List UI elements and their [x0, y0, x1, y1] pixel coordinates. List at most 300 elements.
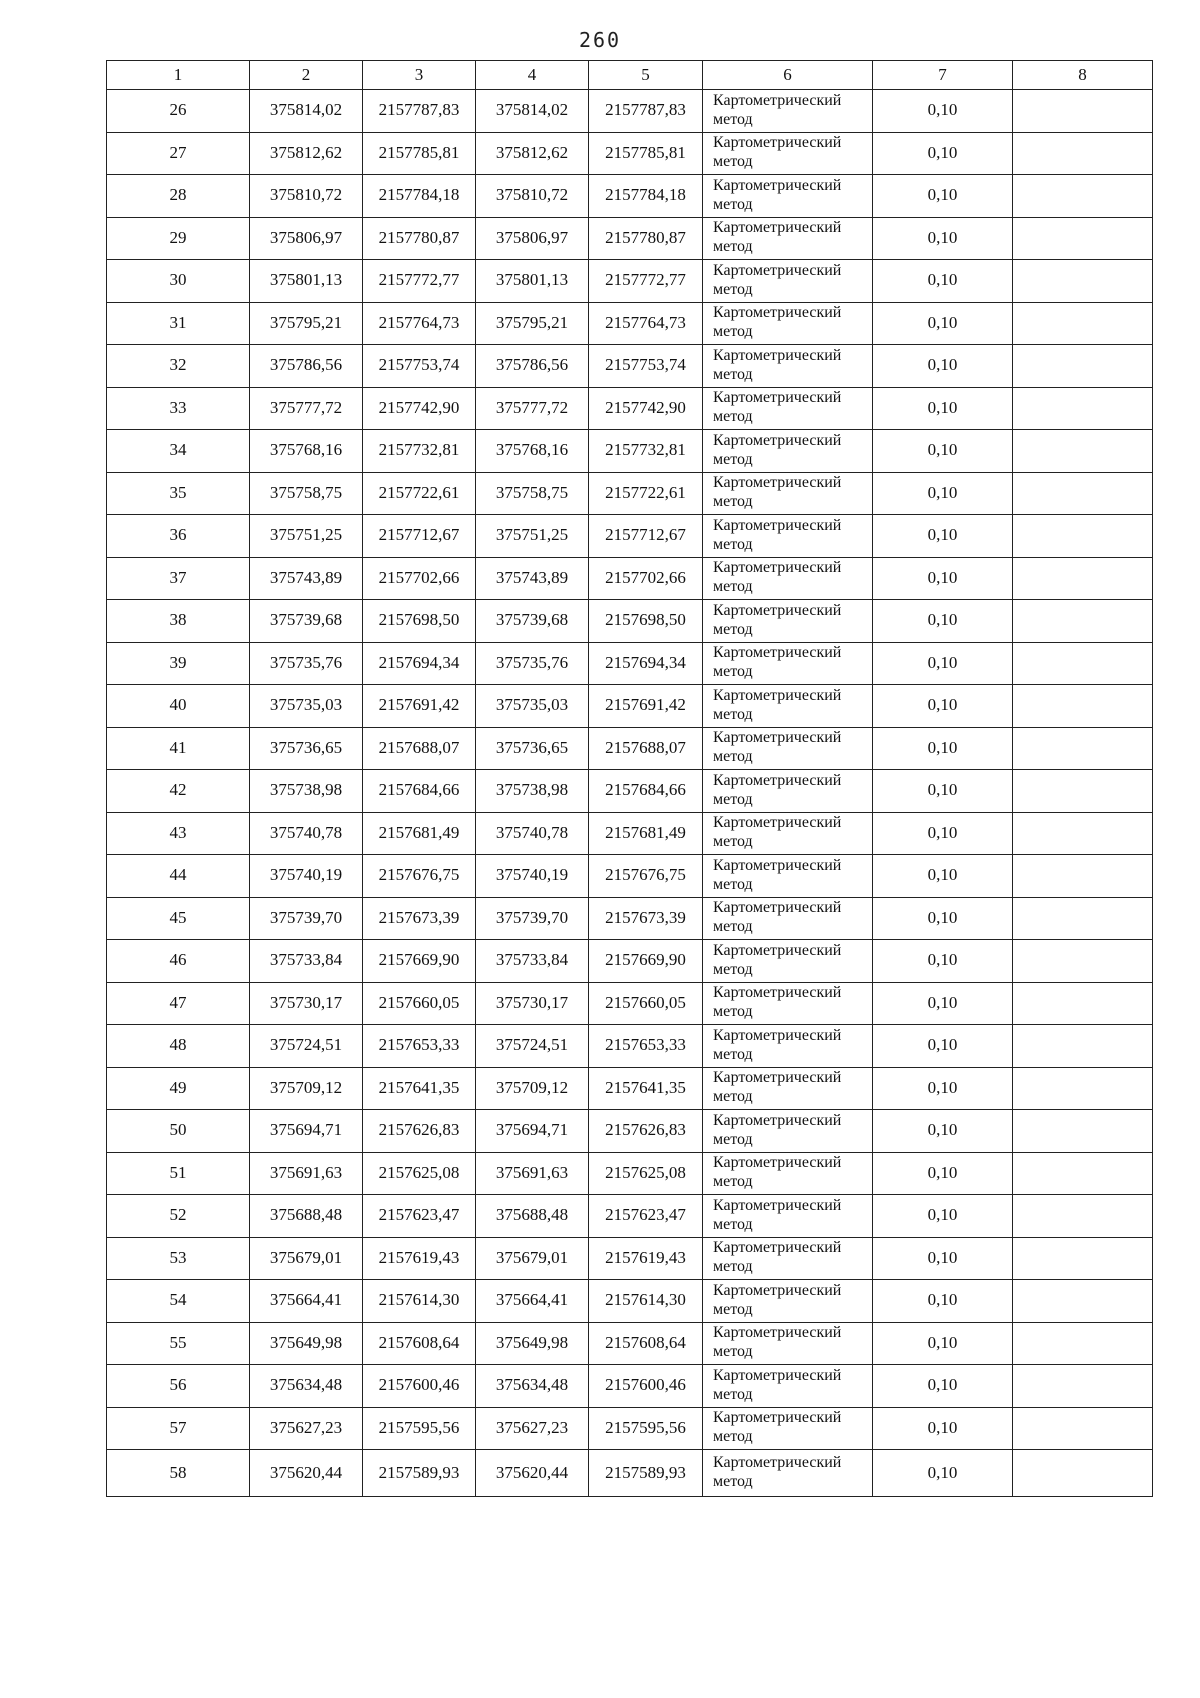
- accuracy-cell: 0,10: [873, 685, 1013, 728]
- note-cell: [1013, 897, 1153, 940]
- y-coord-cell: 2157764,73: [589, 302, 703, 345]
- table-row: [107, 1365, 1153, 1408]
- x-coord-cell: 375777,72: [250, 387, 363, 430]
- table-row: [107, 940, 1153, 983]
- point-number-cell: 54: [107, 1280, 250, 1323]
- y-coord-cell: 2157660,05: [363, 982, 476, 1025]
- method-line-2: метод: [713, 705, 753, 723]
- table-row: [107, 557, 1153, 600]
- note-cell: [1013, 260, 1153, 303]
- note-cell: [1013, 1195, 1153, 1238]
- accuracy-cell: 0,10: [873, 727, 1013, 770]
- note-cell: [1013, 685, 1153, 728]
- note-cell: [1013, 1110, 1153, 1153]
- x-coord-cell: 375679,01: [250, 1237, 363, 1280]
- table-row: [107, 260, 1153, 303]
- method-line-1: Картометрический: [713, 1281, 842, 1299]
- accuracy-cell: 0,10: [873, 1450, 1013, 1497]
- point-number-cell: 42: [107, 770, 250, 813]
- x-coord-cell: 375664,41: [476, 1280, 589, 1323]
- method-cell: [703, 1365, 873, 1408]
- note-cell: [1013, 515, 1153, 558]
- table-row: [107, 1025, 1153, 1068]
- x-coord-cell: 375740,19: [250, 855, 363, 898]
- method-line-2: метод: [713, 790, 753, 808]
- point-number-cell: 51: [107, 1152, 250, 1195]
- y-coord-cell: 2157614,30: [589, 1280, 703, 1323]
- note-cell: [1013, 557, 1153, 600]
- x-coord-cell: 375733,84: [250, 940, 363, 983]
- note-cell: [1013, 600, 1153, 643]
- table-row: [107, 855, 1153, 898]
- x-coord-cell: 375739,68: [476, 600, 589, 643]
- x-coord-cell: 375724,51: [476, 1025, 589, 1068]
- method-line-1: Картометрический: [713, 516, 842, 534]
- method-line-1: Картометрический: [713, 686, 842, 704]
- y-coord-cell: 2157676,75: [363, 855, 476, 898]
- y-coord-cell: 2157785,81: [589, 132, 703, 175]
- y-coord-cell: 2157614,30: [363, 1280, 476, 1323]
- point-number-cell: 45: [107, 897, 250, 940]
- y-coord-cell: 2157673,39: [363, 897, 476, 940]
- note-cell: [1013, 430, 1153, 473]
- point-number-cell: 55: [107, 1322, 250, 1365]
- method-cell: [703, 897, 873, 940]
- table-row: [107, 1450, 1153, 1497]
- accuracy-cell: 0,10: [873, 600, 1013, 643]
- method-line-1: Картометрический: [713, 856, 842, 874]
- accuracy-cell: 0,10: [873, 132, 1013, 175]
- accuracy-cell: 0,10: [873, 430, 1013, 473]
- point-number-cell: 49: [107, 1067, 250, 1110]
- note-cell: [1013, 982, 1153, 1025]
- method-line-1: Картометрический: [713, 91, 842, 109]
- point-number-cell: 43: [107, 812, 250, 855]
- y-coord-cell: 2157626,83: [363, 1110, 476, 1153]
- method-cell: [703, 1280, 873, 1323]
- accuracy-cell: 0,10: [873, 812, 1013, 855]
- note-cell: [1013, 1280, 1153, 1323]
- accuracy-cell: 0,10: [873, 1280, 1013, 1323]
- accuracy-cell: 0,10: [873, 1067, 1013, 1110]
- accuracy-cell: 0,10: [873, 1195, 1013, 1238]
- method-cell: [703, 302, 873, 345]
- method-cell: [703, 260, 873, 303]
- method-line-2: метод: [713, 620, 753, 638]
- table-row: [107, 1152, 1153, 1195]
- x-coord-cell: 375733,84: [476, 940, 589, 983]
- method-line-2: метод: [713, 1300, 753, 1318]
- method-cell: [703, 90, 873, 133]
- y-coord-cell: 2157623,47: [589, 1195, 703, 1238]
- y-coord-cell: 2157694,34: [589, 642, 703, 685]
- y-coord-cell: 2157688,07: [589, 727, 703, 770]
- method-cell: [703, 217, 873, 260]
- method-line-2: метод: [713, 748, 753, 766]
- header-col-4: 4: [476, 61, 589, 90]
- accuracy-cell: 0,10: [873, 302, 1013, 345]
- y-coord-cell: 2157684,66: [363, 770, 476, 813]
- x-coord-cell: 375649,98: [250, 1322, 363, 1365]
- point-number-cell: 57: [107, 1407, 250, 1450]
- x-coord-cell: 375812,62: [476, 132, 589, 175]
- x-coord-cell: 375736,65: [476, 727, 589, 770]
- method-cell: [703, 600, 873, 643]
- y-coord-cell: 2157753,74: [363, 345, 476, 388]
- method-line-2: метод: [713, 493, 753, 511]
- method-line-1: Картометрический: [713, 984, 842, 1002]
- accuracy-cell: 0,10: [873, 345, 1013, 388]
- y-coord-cell: 2157698,50: [363, 600, 476, 643]
- method-cell: [703, 1067, 873, 1110]
- method-cell: [703, 345, 873, 388]
- note-cell: [1013, 90, 1153, 133]
- method-line-1: Картометрический: [713, 899, 842, 917]
- point-number-cell: 53: [107, 1237, 250, 1280]
- point-number-cell: 35: [107, 472, 250, 515]
- y-coord-cell: 2157641,35: [589, 1067, 703, 1110]
- table-row: [107, 302, 1153, 345]
- note-cell: [1013, 302, 1153, 345]
- note-cell: [1013, 1322, 1153, 1365]
- y-coord-cell: 2157660,05: [589, 982, 703, 1025]
- y-coord-cell: 2157732,81: [363, 430, 476, 473]
- table-row: [107, 1322, 1153, 1365]
- header-col-1: 1: [107, 61, 250, 90]
- x-coord-cell: 375751,25: [250, 515, 363, 558]
- table-body: [107, 90, 1153, 1497]
- table-row: [107, 685, 1153, 728]
- point-number-cell: 48: [107, 1025, 250, 1068]
- x-coord-cell: 375709,12: [476, 1067, 589, 1110]
- point-number-cell: 50: [107, 1110, 250, 1153]
- y-coord-cell: 2157772,77: [589, 260, 703, 303]
- method-line-1: Картометрический: [713, 1069, 842, 1087]
- point-number-cell: 56: [107, 1365, 250, 1408]
- note-cell: [1013, 1067, 1153, 1110]
- method-line-1: Картометрический: [713, 1239, 842, 1257]
- y-coord-cell: 2157595,56: [589, 1407, 703, 1450]
- method-cell: [703, 642, 873, 685]
- table-row: [107, 982, 1153, 1025]
- method-line-2: метод: [713, 1173, 753, 1191]
- accuracy-cell: 0,10: [873, 1025, 1013, 1068]
- x-coord-cell: 375649,98: [476, 1322, 589, 1365]
- x-coord-cell: 375735,76: [250, 642, 363, 685]
- table-row: [107, 430, 1153, 473]
- accuracy-cell: 0,10: [873, 770, 1013, 813]
- method-cell: [703, 1110, 873, 1153]
- accuracy-cell: 0,10: [873, 175, 1013, 218]
- x-coord-cell: 375694,71: [476, 1110, 589, 1153]
- y-coord-cell: 2157722,61: [589, 472, 703, 515]
- point-number-cell: 27: [107, 132, 250, 175]
- x-coord-cell: 375688,48: [250, 1195, 363, 1238]
- accuracy-cell: 0,10: [873, 1322, 1013, 1365]
- point-number-cell: 36: [107, 515, 250, 558]
- table-row: [107, 1067, 1153, 1110]
- note-cell: [1013, 175, 1153, 218]
- method-line-2: метод: [713, 110, 753, 128]
- table-row: [107, 90, 1153, 133]
- table-row: [107, 387, 1153, 430]
- method-line-2: метод: [713, 450, 753, 468]
- method-cell: [703, 175, 873, 218]
- x-coord-cell: 375814,02: [250, 90, 363, 133]
- y-coord-cell: 2157608,64: [589, 1322, 703, 1365]
- method-line-2: метод: [713, 280, 753, 298]
- y-coord-cell: 2157681,49: [589, 812, 703, 855]
- x-coord-cell: 375691,63: [476, 1152, 589, 1195]
- note-cell: [1013, 812, 1153, 855]
- x-coord-cell: 375735,76: [476, 642, 589, 685]
- y-coord-cell: 2157619,43: [363, 1237, 476, 1280]
- x-coord-cell: 375620,44: [250, 1450, 363, 1497]
- method-line-2: метод: [713, 1343, 753, 1361]
- header-col-5: 5: [589, 61, 703, 90]
- point-number-cell: 28: [107, 175, 250, 218]
- x-coord-cell: 375688,48: [476, 1195, 589, 1238]
- method-line-2: метод: [713, 1385, 753, 1403]
- table-row: [107, 727, 1153, 770]
- method-cell: [703, 1322, 873, 1365]
- y-coord-cell: 2157600,46: [589, 1365, 703, 1408]
- y-coord-cell: 2157712,67: [363, 515, 476, 558]
- method-line-2: метод: [713, 833, 753, 851]
- x-coord-cell: 375739,68: [250, 600, 363, 643]
- method-line-2: метод: [713, 408, 753, 426]
- y-coord-cell: 2157712,67: [589, 515, 703, 558]
- x-coord-cell: 375620,44: [476, 1450, 589, 1497]
- method-line-1: Картометрический: [713, 304, 842, 322]
- table-header: [107, 61, 1153, 90]
- method-line-1: Картометрический: [713, 814, 842, 832]
- x-coord-cell: 375735,03: [476, 685, 589, 728]
- accuracy-cell: 0,10: [873, 1152, 1013, 1195]
- x-coord-cell: 375810,72: [476, 175, 589, 218]
- method-cell: [703, 132, 873, 175]
- y-coord-cell: 2157742,90: [363, 387, 476, 430]
- method-line-1: Картометрический: [713, 219, 842, 237]
- method-cell: [703, 770, 873, 813]
- note-cell: [1013, 132, 1153, 175]
- x-coord-cell: 375801,13: [476, 260, 589, 303]
- y-coord-cell: 2157623,47: [363, 1195, 476, 1238]
- method-line-1: Картометрический: [713, 1409, 842, 1427]
- accuracy-cell: 0,10: [873, 982, 1013, 1025]
- method-line-1: Картометрический: [713, 1154, 842, 1172]
- x-coord-cell: 375786,56: [476, 345, 589, 388]
- y-coord-cell: 2157787,83: [589, 90, 703, 133]
- method-cell: [703, 1195, 873, 1238]
- table-row: [107, 770, 1153, 813]
- x-coord-cell: 375739,70: [476, 897, 589, 940]
- y-coord-cell: 2157589,93: [363, 1450, 476, 1497]
- accuracy-cell: 0,10: [873, 90, 1013, 133]
- table-row: [107, 472, 1153, 515]
- table-row: [107, 515, 1153, 558]
- table-row: [107, 897, 1153, 940]
- y-coord-cell: 2157691,42: [589, 685, 703, 728]
- method-line-2: метод: [713, 960, 753, 978]
- method-line-2: метод: [713, 578, 753, 596]
- point-number-cell: 29: [107, 217, 250, 260]
- method-line-2: метод: [713, 1473, 753, 1490]
- y-coord-cell: 2157673,39: [589, 897, 703, 940]
- x-coord-cell: 375736,65: [250, 727, 363, 770]
- x-coord-cell: 375740,78: [476, 812, 589, 855]
- method-cell: [703, 387, 873, 430]
- x-coord-cell: 375679,01: [476, 1237, 589, 1280]
- page-number: 260: [578, 28, 622, 52]
- x-coord-cell: 375743,89: [250, 557, 363, 600]
- method-line-1: Картометрический: [713, 1454, 842, 1472]
- table-row: [107, 1237, 1153, 1280]
- header-col-6: 6: [703, 61, 873, 90]
- method-cell: [703, 557, 873, 600]
- method-line-1: Картометрический: [713, 431, 842, 449]
- y-coord-cell: 2157742,90: [589, 387, 703, 430]
- y-coord-cell: 2157753,74: [589, 345, 703, 388]
- method-line-2: метод: [713, 663, 753, 681]
- point-number-cell: 44: [107, 855, 250, 898]
- x-coord-cell: 375634,48: [476, 1365, 589, 1408]
- note-cell: [1013, 217, 1153, 260]
- note-cell: [1013, 1152, 1153, 1195]
- note-cell: [1013, 727, 1153, 770]
- accuracy-cell: 0,10: [873, 642, 1013, 685]
- method-line-1: Картометрический: [713, 1111, 842, 1129]
- y-coord-cell: 2157595,56: [363, 1407, 476, 1450]
- accuracy-cell: 0,10: [873, 1365, 1013, 1408]
- y-coord-cell: 2157722,61: [363, 472, 476, 515]
- note-cell: [1013, 1237, 1153, 1280]
- method-line-2: метод: [713, 1215, 753, 1233]
- accuracy-cell: 0,10: [873, 515, 1013, 558]
- y-coord-cell: 2157764,73: [363, 302, 476, 345]
- y-coord-cell: 2157608,64: [363, 1322, 476, 1365]
- note-cell: [1013, 1407, 1153, 1450]
- x-coord-cell: 375768,16: [250, 430, 363, 473]
- method-line-1: Картометрический: [713, 559, 842, 577]
- table-row: [107, 1280, 1153, 1323]
- point-number-cell: 47: [107, 982, 250, 1025]
- method-line-2: метод: [713, 1258, 753, 1276]
- x-coord-cell: 375694,71: [250, 1110, 363, 1153]
- y-coord-cell: 2157589,93: [589, 1450, 703, 1497]
- method-cell: [703, 727, 873, 770]
- point-number-cell: 39: [107, 642, 250, 685]
- accuracy-cell: 0,10: [873, 472, 1013, 515]
- x-coord-cell: 375758,75: [250, 472, 363, 515]
- method-line-2: метод: [713, 1088, 753, 1106]
- point-number-cell: 34: [107, 430, 250, 473]
- table-row: [107, 217, 1153, 260]
- point-number-cell: 58: [107, 1450, 250, 1497]
- method-cell: [703, 1025, 873, 1068]
- table-row: [107, 1110, 1153, 1153]
- y-coord-cell: 2157691,42: [363, 685, 476, 728]
- y-coord-cell: 2157732,81: [589, 430, 703, 473]
- method-line-2: метод: [713, 238, 753, 256]
- method-line-2: метод: [713, 875, 753, 893]
- point-number-cell: 52: [107, 1195, 250, 1238]
- note-cell: [1013, 345, 1153, 388]
- y-coord-cell: 2157772,77: [363, 260, 476, 303]
- x-coord-cell: 375777,72: [476, 387, 589, 430]
- table-row: [107, 600, 1153, 643]
- method-cell: [703, 940, 873, 983]
- y-coord-cell: 2157702,66: [363, 557, 476, 600]
- method-cell: [703, 855, 873, 898]
- x-coord-cell: 375740,19: [476, 855, 589, 898]
- method-cell: [703, 1237, 873, 1280]
- accuracy-cell: 0,10: [873, 897, 1013, 940]
- method-line-2: метод: [713, 1003, 753, 1021]
- x-coord-cell: 375691,63: [250, 1152, 363, 1195]
- point-number-cell: 40: [107, 685, 250, 728]
- point-number-cell: 26: [107, 90, 250, 133]
- header-col-3: 3: [363, 61, 476, 90]
- point-number-cell: 32: [107, 345, 250, 388]
- x-coord-cell: 375812,62: [250, 132, 363, 175]
- coordinates-table: [106, 60, 1153, 1497]
- method-line-2: метод: [713, 535, 753, 553]
- x-coord-cell: 375795,21: [250, 302, 363, 345]
- method-line-1: Картометрический: [713, 1196, 842, 1214]
- y-coord-cell: 2157625,08: [589, 1152, 703, 1195]
- y-coord-cell: 2157669,90: [589, 940, 703, 983]
- note-cell: [1013, 472, 1153, 515]
- method-cell: [703, 1450, 873, 1497]
- method-cell: [703, 472, 873, 515]
- x-coord-cell: 375664,41: [250, 1280, 363, 1323]
- y-coord-cell: 2157684,66: [589, 770, 703, 813]
- x-coord-cell: 375627,23: [476, 1407, 589, 1450]
- method-cell: [703, 1152, 873, 1195]
- x-coord-cell: 375795,21: [476, 302, 589, 345]
- x-coord-cell: 375806,97: [250, 217, 363, 260]
- method-line-2: метод: [713, 1130, 753, 1148]
- y-coord-cell: 2157625,08: [363, 1152, 476, 1195]
- method-line-1: Картометрический: [713, 346, 842, 364]
- x-coord-cell: 375743,89: [476, 557, 589, 600]
- accuracy-cell: 0,10: [873, 1237, 1013, 1280]
- table-row: [107, 132, 1153, 175]
- x-coord-cell: 375814,02: [476, 90, 589, 133]
- method-cell: [703, 812, 873, 855]
- x-coord-cell: 375786,56: [250, 345, 363, 388]
- accuracy-cell: 0,10: [873, 387, 1013, 430]
- y-coord-cell: 2157787,83: [363, 90, 476, 133]
- method-line-1: Картометрический: [713, 261, 842, 279]
- y-coord-cell: 2157688,07: [363, 727, 476, 770]
- y-coord-cell: 2157681,49: [363, 812, 476, 855]
- x-coord-cell: 375730,17: [476, 982, 589, 1025]
- y-coord-cell: 2157626,83: [589, 1110, 703, 1153]
- method-line-2: метод: [713, 323, 753, 341]
- table-row: [107, 642, 1153, 685]
- y-coord-cell: 2157619,43: [589, 1237, 703, 1280]
- note-cell: [1013, 855, 1153, 898]
- y-coord-cell: 2157676,75: [589, 855, 703, 898]
- y-coord-cell: 2157653,33: [363, 1025, 476, 1068]
- y-coord-cell: 2157641,35: [363, 1067, 476, 1110]
- x-coord-cell: 375738,98: [476, 770, 589, 813]
- header-col-7: 7: [873, 61, 1013, 90]
- point-number-cell: 37: [107, 557, 250, 600]
- note-cell: [1013, 940, 1153, 983]
